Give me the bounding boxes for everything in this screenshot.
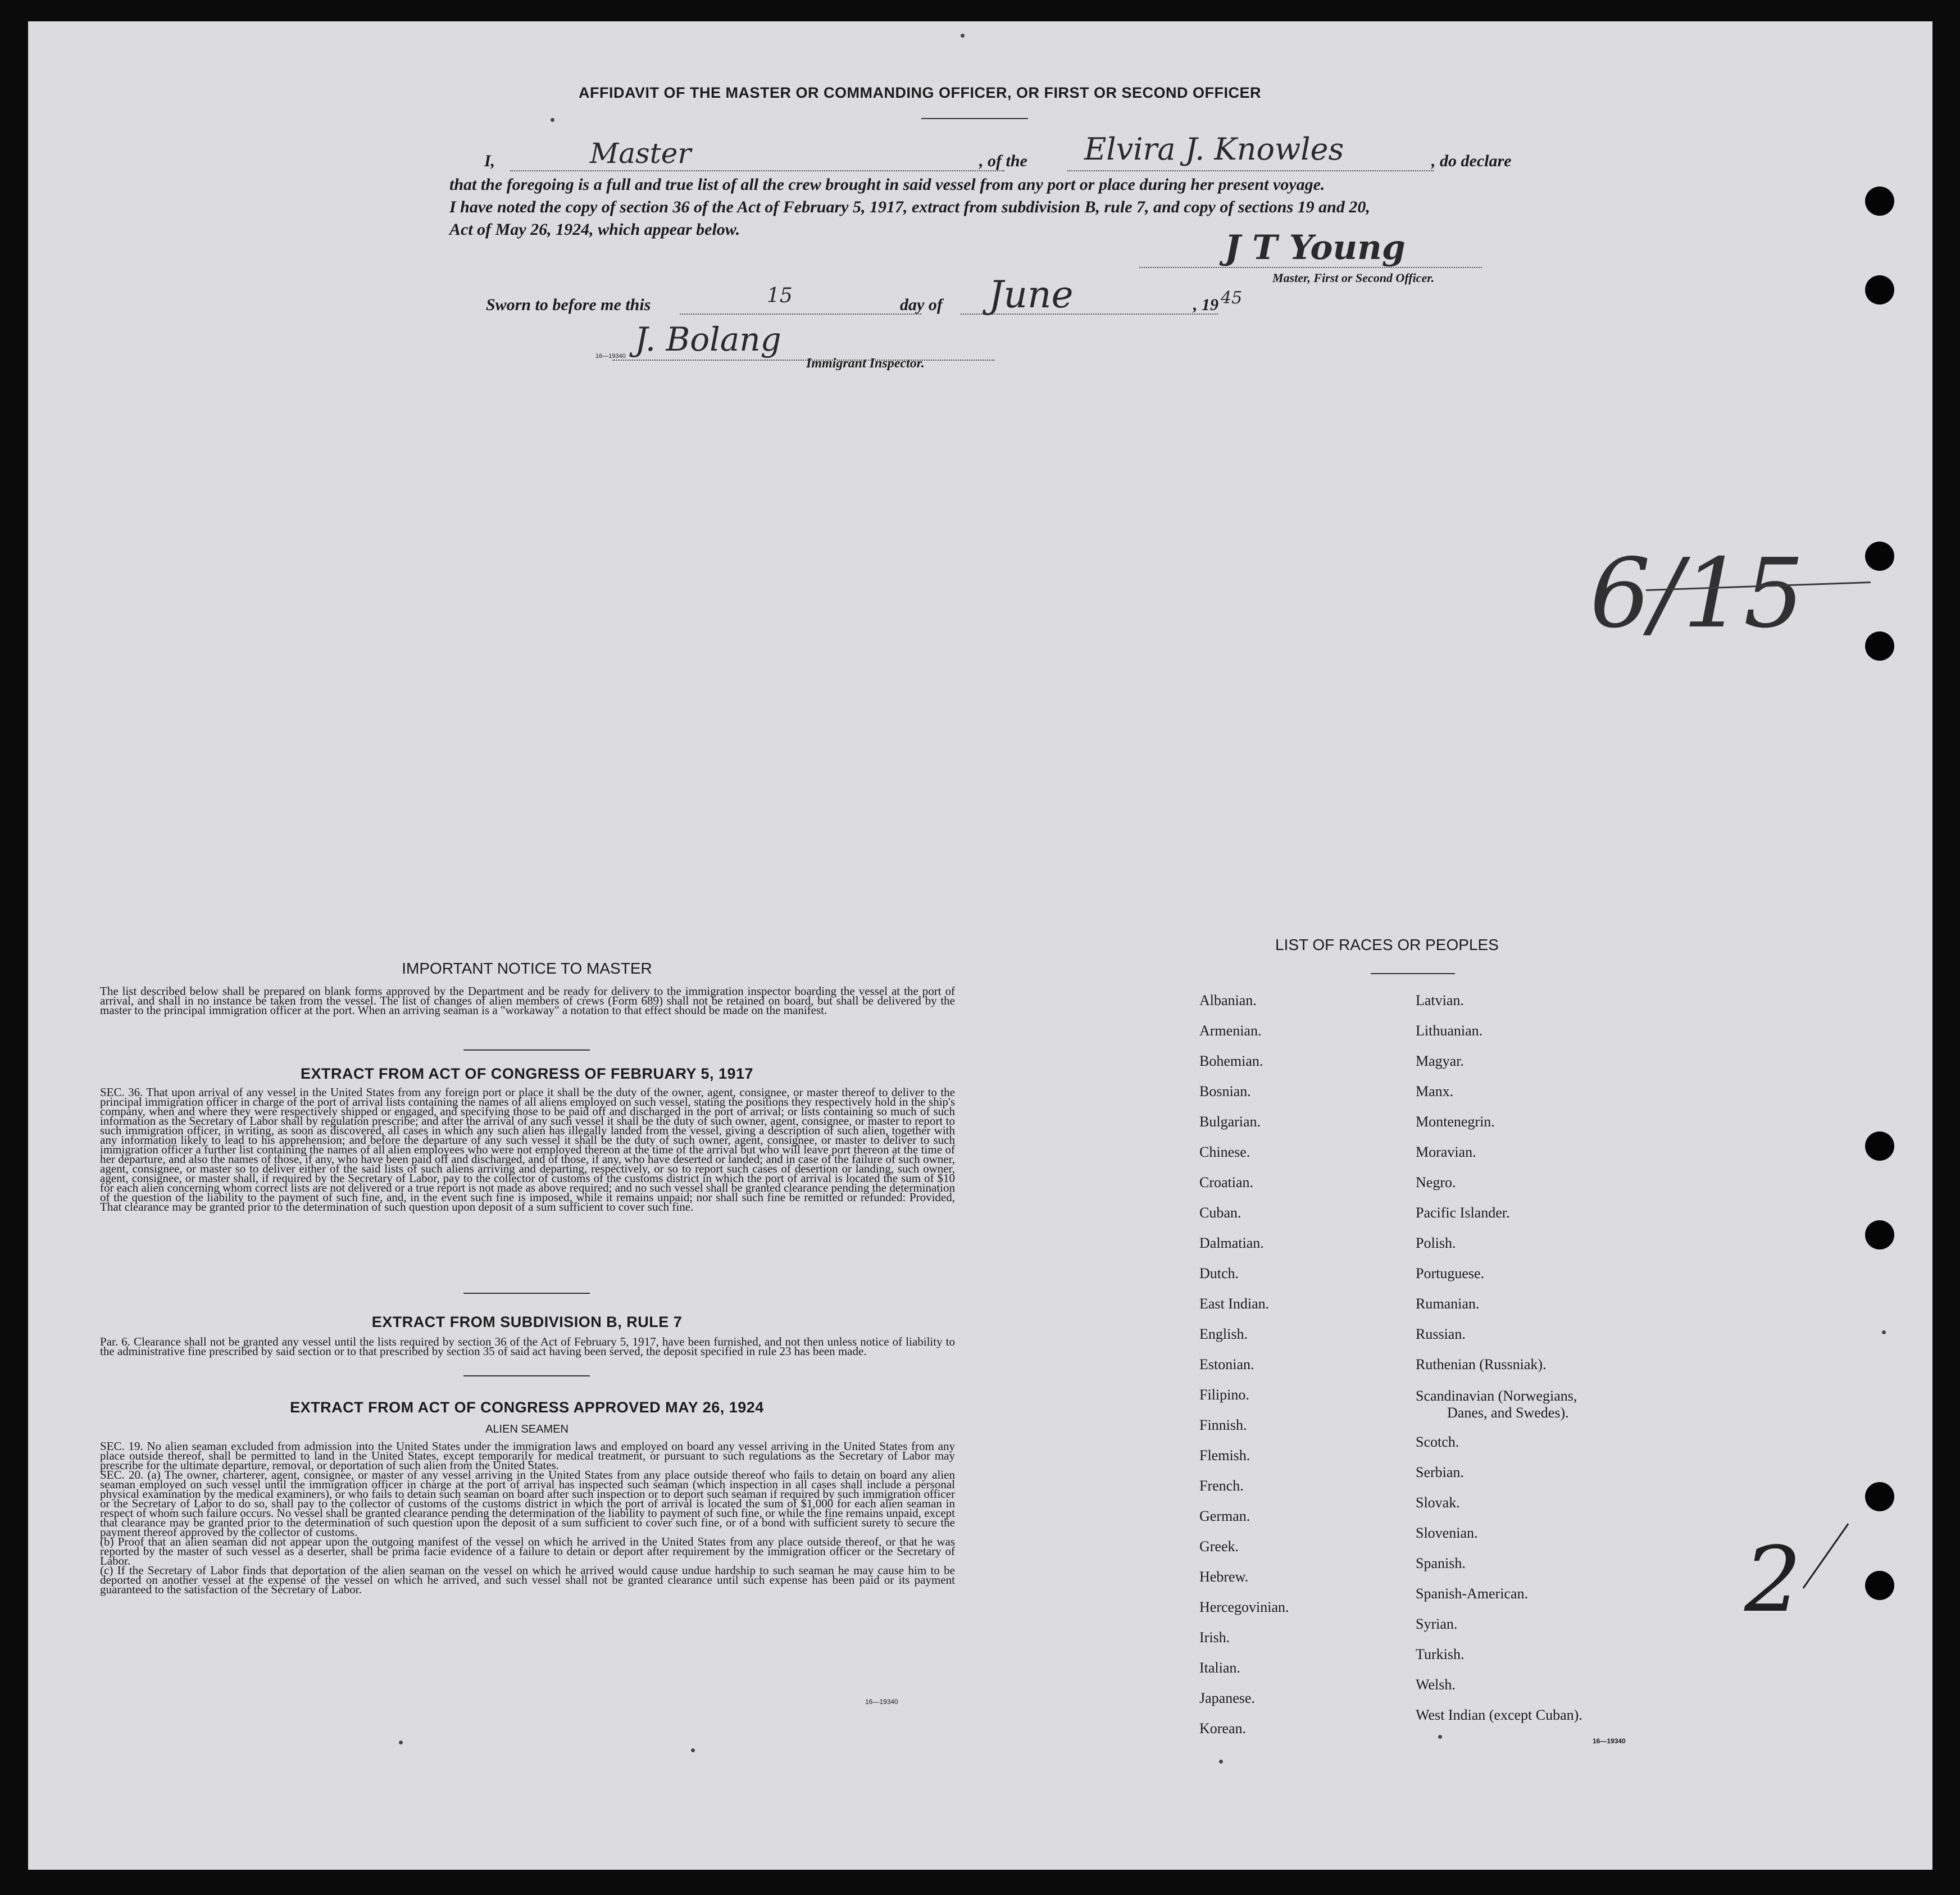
punch-hole <box>1865 542 1894 571</box>
punch-hole <box>1865 187 1894 216</box>
inspector-signature: J. Bolang <box>635 320 781 358</box>
punch-hole <box>1865 1131 1894 1161</box>
race-item: Italian. <box>1199 1660 1240 1676</box>
race-item: Chinese. <box>1199 1144 1250 1160</box>
race-item: Serbian. <box>1416 1464 1464 1480</box>
handwritten-check-mark: 2 <box>1744 1527 1802 1632</box>
sec-20a: SEC. 20. (a) The owner, charterer, agent, consignee, or master of any vessel arriving in the United States from any place outside thereof who fails to detain on board any alien seaman employed on such vessel until the immigration officer in charge at the port of arrival has inspected such seaman (which inspection in all cases shall include a personal physical examination by the medical examiners), or who fails to detain such seaman on board after such inspection or to deport such seaman if required by such immigration officer or the Secretary of Labor to do so, shall pay to the collector of customs of the customs district in which the port of arrival is located the sum of $1,000 for each alien seaman in respect of whom such failure occurs. No vessel shall be granted clearance pending the determination of the liability to payment of such fine, or while the fine remains unpaid, except that clearance may be granted prior to the determination of such question upon the deposit of a sum sufficient to cover such fine, or of a bond with sufficient surety to secure the payment thereof approved by the collector of customs. <box>100 1468 955 1539</box>
speck <box>399 1741 403 1744</box>
race-item: West Indian (except Cuban). <box>1416 1707 1582 1723</box>
race-item: Finnish. <box>1199 1417 1247 1433</box>
race-item: Russian. <box>1416 1326 1466 1342</box>
race-item: Greek. <box>1199 1538 1239 1555</box>
race-item: Filipino. <box>1199 1387 1249 1403</box>
extract-1917-rule <box>463 1293 590 1294</box>
race-item: Scotch. <box>1416 1434 1459 1450</box>
race-item: Estonian. <box>1199 1356 1254 1373</box>
extract-form-number: 16—19340 <box>865 1698 898 1706</box>
notice-heading: IMPORTANT NOTICE TO MASTER <box>402 960 652 977</box>
affidavit-form-number: 16—19340 <box>595 353 626 360</box>
vessel-handwritten: Elvira J. Knowles <box>1084 131 1344 167</box>
race-item: Syrian. <box>1416 1616 1458 1632</box>
race-item: Polish. <box>1416 1235 1456 1251</box>
race-item: Spanish. <box>1416 1555 1466 1571</box>
race-item: Ruthenian (Russniak). <box>1416 1356 1547 1373</box>
race-item: Flemish. <box>1199 1447 1250 1464</box>
day-of-label: day of <box>900 296 943 314</box>
race-item: Japanese. <box>1199 1690 1255 1706</box>
races-right-column <box>1416 985 1582 1730</box>
do-declare: , do declare <box>1431 152 1512 170</box>
race-item: Croatian. <box>1199 1174 1254 1190</box>
speck <box>691 1748 695 1752</box>
race-item: Hebrew. <box>1199 1569 1249 1585</box>
officer-signature: J T Young <box>1225 228 1406 267</box>
inspector-caption: Immigrant Inspector. <box>806 356 925 371</box>
race-item: Irish. <box>1199 1629 1230 1646</box>
race-item: Turkish. <box>1416 1646 1465 1662</box>
sworn-month: June <box>989 273 1074 316</box>
handwritten-date: 6/15 <box>1590 538 1804 649</box>
race-item: Korean. <box>1199 1720 1247 1737</box>
race-item: Portuguese. <box>1416 1265 1485 1281</box>
affidavit-heading: AFFIDAVIT OF THE MASTER OR COMMANDING OFFICER, OR FIRST OR SECOND OFFICER <box>579 84 1261 101</box>
check-mark-stroke <box>1803 1523 1849 1588</box>
rank-line <box>510 170 1004 171</box>
race-item: English. <box>1199 1326 1248 1342</box>
rule7-rule <box>463 1375 590 1376</box>
notice-rule <box>463 1049 590 1051</box>
race-item: Slovenian. <box>1416 1525 1478 1541</box>
vessel-line <box>1067 170 1434 171</box>
speck <box>551 118 554 122</box>
punch-hole <box>1865 631 1894 661</box>
race-item: Danes, and Swedes). <box>1447 1405 1569 1421</box>
officer-caption: Master, First or Second Officer. <box>1272 271 1435 285</box>
race-item: Dutch. <box>1199 1265 1239 1281</box>
extract-1917-body: SEC. 36. That upon arrival of any vessel in the United States from any foreign port or place it shall be the duty of the owner, agent, consignee, or master thereof to deliver to the principal immigration officer in charge of the port of arrival lists containing the names of all aliens employed on such vessel, stating the positions they respectively hold in the ship's company, when and where they were respectively shipped or engaged, and specifying those to be paid off and discharged in the port of arrival; or lists containing so much of such information as the Secretary of Labor shall by regulation prescribe; and after the arrival of any such vessel it shall be the duty of such owner, agent, consignee, or master to report to such immigration officer, in writing, as soon as discovered, all cases in which any such alien has illegally landed from the vessel, giving a description of such alien, together with any information likely to lead to his apprehension; and before the departure of any such vessel it shall be the duty of such owner, agent, consignee, or master to deliver to such immigration officer a further list containing the names of all alien employees who were not employed thereon at the time of the arrival but who will leave port thereon at the time of her departure, and also the names of those, if any, who have been paid off and discharged, and of those, if any, who have deserted or landed; and in case of the failure of such owner, agent, consignee, or master so to deliver either of the said lists of such aliens arriving and departing, respectively, or so to report such cases of desertion or landing, such owner, agent, consignee, or master shall, if required by the Secretary of Labor, pay to the collector of customs of the customs district in which the port of arrival is located the sum of $10 for each alien concerning whom correct lists are not delivered or a true report is not made as above required; and no such vessel shall be granted clearance pending the determination of the question of the liability to the payment of such fine, and, in the event such fine is imposed, while it remains unpaid; nor shall such fine be remitted or refunded: Provided, That clearance may be granted prior to the determination of such question upon deposit of a sum sufficient to cover such fine. <box>100 1085 955 1214</box>
race-item: Moravian. <box>1416 1144 1476 1160</box>
sworn-day: 15 <box>767 284 793 307</box>
speck <box>1219 1760 1223 1764</box>
year-prefix: , 19 <box>1193 296 1218 314</box>
year-suffix: 45 <box>1221 288 1243 308</box>
race-item: East Indian. <box>1199 1296 1270 1312</box>
alien-seamen-subheading: ALIEN SEAMEN <box>485 1423 569 1435</box>
extract-1917-heading: EXTRACT FROM ACT OF CONGRESS OF FEBRUARY 5, 1917 <box>300 1065 754 1082</box>
sworn-day-line <box>680 313 921 315</box>
race-item: Bosnian. <box>1199 1083 1251 1099</box>
notice-body: The list described below shall be prepared on blank forms approved by the Department and be ready for delivery to the immigration inspector boarding the vessel at the port of arrival, and shall in no instance be taken from the vessel. The list of changes of alien members of crews (Form 689) shall not be retained on board, but shall be delivered by the master to the principal immigration officer at the port. When an arriving seaman is a "workaway" a notation to that effect should be made on the manifest. <box>100 984 955 1017</box>
rank-handwritten: Master <box>590 137 692 170</box>
race-item: Armenian. <box>1199 1023 1262 1039</box>
race-item: Magyar. <box>1416 1053 1464 1069</box>
race-item: Montenegrin. <box>1416 1114 1495 1130</box>
race-item: German. <box>1199 1508 1250 1524</box>
races-left-column <box>1199 985 1289 1744</box>
race-item: Albanian. <box>1199 992 1257 1008</box>
of-the-label: , of the <box>979 152 1027 170</box>
race-item: Pacific Islander. <box>1416 1205 1510 1221</box>
document-sheet <box>28 21 1932 1870</box>
race-item: Welsh. <box>1416 1676 1456 1693</box>
punch-hole <box>1865 1220 1894 1249</box>
race-item: Cuban. <box>1199 1205 1242 1221</box>
sec-19: SEC. 19. No alien seaman excluded from admission into the United States under the immigration laws and employed on board any vessel arriving in the United States from any place outside thereof, shall be permitted to land in the United States, except temporarily for medical treatment, or pursuant to such regulations as the Secretary of Labor may prescribe for the ultimate departure, removal, or deportation of such alien from the United States. <box>100 1439 955 1472</box>
extract-1924-body <box>100 1439 955 1596</box>
race-item: Negro. <box>1416 1174 1456 1190</box>
rule7-heading: EXTRACT FROM SUBDIVISION B, RULE 7 <box>371 1314 683 1330</box>
speck <box>961 34 965 38</box>
sworn-label: Sworn to before me this <box>486 296 651 314</box>
race-item: French. <box>1199 1478 1244 1494</box>
race-item: Bulgarian. <box>1199 1114 1261 1130</box>
i-label: I, <box>484 152 495 170</box>
affidavit-line-4: Act of May 26, 1924, which appear below. <box>449 220 740 239</box>
race-item: Scandinavian (Norwegians, <box>1416 1388 1577 1404</box>
sec-20c: (c) If the Secretary of Labor finds that deportation of the alien seaman on the vessel on which he arrived would cause undue hardship to such seaman he may cause him to be deported on another vessel at the expense of the vessel on which he arrived, and such vessel shall not be granted clearance until such expense has been paid or its payment guaranteed to the satisfaction of the Secretary of Labor. <box>100 1564 955 1596</box>
sec-20b: (b) Proof that an alien seaman did not appear upon the outgoing manifest of the vessel on which he arrived in the United States from any place outside thereof, or that he was reported by the master of such vessel as a deserter, shall be prima facie evidence of a failure to detain or deport after requirement by the immigration officer or the Secretary of Labor. <box>100 1535 955 1567</box>
affidavit-line-3: I have noted the copy of section 36 of the Act of February 5, 1917, extract from subdivision B, rule 7, and copy of sections 19 and 20, <box>449 198 1370 216</box>
race-item: Lithuanian. <box>1416 1023 1483 1039</box>
extract-1924-heading: EXTRACT FROM ACT OF CONGRESS APPROVED MAY 26, 1924 <box>290 1399 764 1416</box>
punch-hole <box>1865 1482 1894 1511</box>
heading-rule <box>921 118 1028 119</box>
race-item: Bohemian. <box>1199 1053 1263 1069</box>
race-item: Hercegovinian. <box>1199 1599 1289 1615</box>
race-item: Spanish-American. <box>1416 1585 1529 1602</box>
punch-hole <box>1865 1571 1894 1600</box>
race-item: Slovak. <box>1416 1494 1460 1511</box>
rule7-body: Par. 6. Clearance shall not be granted any vessel until the lists required by section 36 of the Act of February 5, 1917, have been furnished, and not then unless notice of liability to the administrative fine prescribed by said section or to that prescribed by section 35 of said act having been served, the deposit specified in rule 23 has been made. <box>100 1335 955 1358</box>
races-form-number: 16—19340 <box>1593 1737 1626 1745</box>
affidavit-line-2: that the foregoing is a full and true list of all the crew brought in said vessel from any port or place during her present voyage. <box>449 175 1325 194</box>
races-rule <box>1371 973 1455 974</box>
races-heading: LIST OF RACES OR PEOPLES <box>1275 936 1499 953</box>
inspector-signature-line <box>612 360 994 361</box>
race-item: Latvian. <box>1416 992 1464 1008</box>
speck <box>1438 1735 1442 1739</box>
race-item: Manx. <box>1416 1083 1454 1099</box>
speck <box>1882 1330 1886 1334</box>
race-item: Dalmatian. <box>1199 1235 1264 1251</box>
race-item: Rumanian. <box>1416 1296 1480 1312</box>
punch-hole <box>1865 275 1894 305</box>
